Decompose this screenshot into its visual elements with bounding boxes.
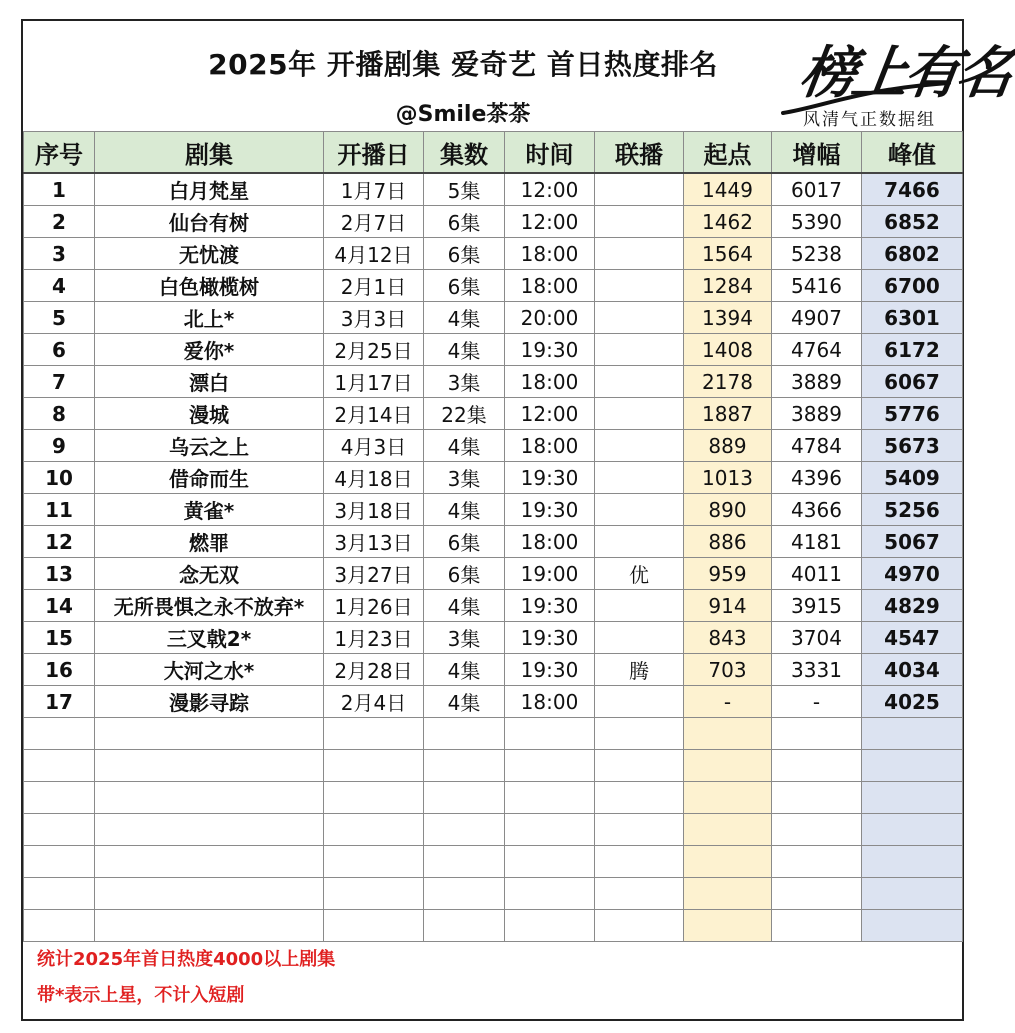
cell-increase: 4366 — [772, 494, 862, 526]
author-handle: @Smile茶茶 — [395, 102, 531, 127]
cell-time: 19:30 — [505, 334, 595, 366]
cell-increase: 3915 — [772, 590, 862, 622]
cell-time: 12:00 — [505, 206, 595, 238]
cell-peak: 5776 — [862, 398, 963, 430]
empty-cell — [24, 750, 95, 782]
cell-show: 北上* — [95, 302, 324, 334]
empty-cell — [772, 878, 862, 910]
cell-peak: 4025 — [862, 686, 963, 718]
cell-no: 13 — [24, 558, 95, 590]
cell-no: 8 — [24, 398, 95, 430]
cell-show: 黄雀* — [95, 494, 324, 526]
cell-simulcast: 腾 — [595, 654, 684, 686]
cell-start: 1394 — [684, 302, 772, 334]
empty-cell — [684, 814, 772, 846]
cell-start-date: 1月17日 — [324, 366, 424, 398]
cell-simulcast — [595, 366, 684, 398]
cell-start: - — [684, 686, 772, 718]
empty-table-row — [24, 846, 963, 878]
cell-start-date: 4月12日 — [324, 238, 424, 270]
cell-episodes: 4集 — [424, 494, 505, 526]
brand-logo — [781, 29, 1014, 137]
empty-cell — [595, 910, 684, 942]
empty-cell — [505, 878, 595, 910]
table-row — [24, 462, 963, 494]
cell-time: 18:00 — [505, 526, 595, 558]
cell-no: 5 — [24, 302, 95, 334]
cell-increase: 4784 — [772, 430, 862, 462]
logo-subtitle: 风清气正数据组 — [803, 110, 936, 130]
cell-increase: 3704 — [772, 622, 862, 654]
table-row — [24, 173, 963, 206]
cell-show: 借命而生 — [95, 462, 324, 494]
cell-episodes: 6集 — [424, 526, 505, 558]
cell-episodes: 4集 — [424, 302, 505, 334]
table-row — [24, 494, 963, 526]
empty-cell — [684, 750, 772, 782]
empty-cell — [684, 782, 772, 814]
table-row — [24, 686, 963, 718]
table-row — [24, 590, 963, 622]
empty-cell — [424, 878, 505, 910]
empty-table-row — [24, 814, 963, 846]
column-header-episodes: 集数 — [424, 132, 505, 174]
cell-start-date: 3月3日 — [324, 302, 424, 334]
table-row — [24, 558, 963, 590]
empty-cell — [324, 814, 424, 846]
empty-cell — [505, 846, 595, 878]
empty-cell — [24, 782, 95, 814]
cell-peak: 4829 — [862, 590, 963, 622]
column-header-simulcast: 联播 — [595, 132, 684, 174]
empty-cell — [324, 782, 424, 814]
cell-start-date: 3月27日 — [324, 558, 424, 590]
cell-simulcast — [595, 238, 684, 270]
footnotes — [37, 947, 335, 1019]
empty-table-row — [24, 782, 963, 814]
empty-cell — [505, 910, 595, 942]
ranking-sheet — [21, 19, 1014, 1021]
cell-time: 19:30 — [505, 494, 595, 526]
cell-start-date: 4月18日 — [324, 462, 424, 494]
cell-start-date: 2月28日 — [324, 654, 424, 686]
table-header-row — [24, 132, 963, 174]
column-header-peak: 峰值 — [862, 132, 963, 174]
empty-cell — [24, 814, 95, 846]
cell-no: 1 — [24, 173, 95, 206]
empty-cell — [772, 846, 862, 878]
cell-peak: 6700 — [862, 270, 963, 302]
cell-increase: 5390 — [772, 206, 862, 238]
empty-cell — [424, 750, 505, 782]
table-body — [24, 173, 963, 942]
cell-no: 12 — [24, 526, 95, 558]
column-header-time: 时间 — [505, 132, 595, 174]
cell-increase: 3331 — [772, 654, 862, 686]
cell-time: 20:00 — [505, 302, 595, 334]
cell-time: 19:30 — [505, 462, 595, 494]
column-header-increase: 增幅 — [772, 132, 862, 174]
cell-no: 7 — [24, 366, 95, 398]
footnote-star-meaning: 带*表示上星，不计入短剧 — [37, 985, 245, 1006]
cell-simulcast — [595, 270, 684, 302]
empty-cell — [95, 814, 324, 846]
cell-increase: 4396 — [772, 462, 862, 494]
empty-cell — [595, 782, 684, 814]
cell-time: 18:00 — [505, 270, 595, 302]
empty-cell — [324, 718, 424, 750]
empty-cell — [772, 814, 862, 846]
cell-start-date: 2月7日 — [324, 206, 424, 238]
cell-simulcast — [595, 590, 684, 622]
table-row — [24, 270, 963, 302]
cell-show: 漂白 — [95, 366, 324, 398]
cell-episodes: 4集 — [424, 430, 505, 462]
column-header-start-date: 开播日 — [324, 132, 424, 174]
empty-cell — [684, 878, 772, 910]
cell-start-date: 2月1日 — [324, 270, 424, 302]
cell-simulcast — [595, 526, 684, 558]
cell-episodes: 6集 — [424, 206, 505, 238]
cell-show: 三叉戟2* — [95, 622, 324, 654]
empty-cell — [595, 814, 684, 846]
cell-episodes: 3集 — [424, 366, 505, 398]
cell-episodes: 3集 — [424, 622, 505, 654]
cell-simulcast — [595, 622, 684, 654]
empty-cell — [862, 750, 963, 782]
cell-increase: 5238 — [772, 238, 862, 270]
cell-start-date: 4月3日 — [324, 430, 424, 462]
empty-cell — [684, 846, 772, 878]
cell-start-date: 1月26日 — [324, 590, 424, 622]
empty-cell — [772, 750, 862, 782]
cell-time: 18:00 — [505, 686, 595, 718]
empty-cell — [95, 846, 324, 878]
cell-start-date: 3月13日 — [324, 526, 424, 558]
cell-start: 2178 — [684, 366, 772, 398]
cell-show: 爱你* — [95, 334, 324, 366]
cell-time: 12:00 — [505, 173, 595, 206]
cell-start: 914 — [684, 590, 772, 622]
cell-no: 9 — [24, 430, 95, 462]
cell-time: 19:00 — [505, 558, 595, 590]
cell-peak: 6802 — [862, 238, 963, 270]
cell-peak: 5067 — [862, 526, 963, 558]
cell-start-date: 3月18日 — [324, 494, 424, 526]
cell-simulcast — [595, 334, 684, 366]
cell-start: 1013 — [684, 462, 772, 494]
cell-peak: 5673 — [862, 430, 963, 462]
cell-no: 6 — [24, 334, 95, 366]
empty-cell — [862, 718, 963, 750]
cell-peak: 6852 — [862, 206, 963, 238]
cell-episodes: 6集 — [424, 558, 505, 590]
empty-cell — [95, 718, 324, 750]
cell-show: 无所畏惧之永不放弃* — [95, 590, 324, 622]
empty-cell — [324, 750, 424, 782]
cell-start-date: 2月25日 — [324, 334, 424, 366]
cell-increase: - — [772, 686, 862, 718]
cell-simulcast — [595, 398, 684, 430]
cell-simulcast — [595, 494, 684, 526]
cell-start: 889 — [684, 430, 772, 462]
table-row — [24, 526, 963, 558]
cell-increase: 3889 — [772, 366, 862, 398]
cell-show: 大河之水* — [95, 654, 324, 686]
cell-no: 2 — [24, 206, 95, 238]
cell-simulcast — [595, 686, 684, 718]
empty-cell — [684, 910, 772, 942]
empty-cell — [505, 718, 595, 750]
empty-cell — [684, 718, 772, 750]
empty-cell — [324, 846, 424, 878]
cell-episodes: 3集 — [424, 462, 505, 494]
empty-cell — [424, 910, 505, 942]
cell-increase: 4181 — [772, 526, 862, 558]
cell-start: 959 — [684, 558, 772, 590]
cell-time: 19:30 — [505, 654, 595, 686]
table-row — [24, 302, 963, 334]
table-row — [24, 622, 963, 654]
empty-table-row — [24, 878, 963, 910]
cell-start: 703 — [684, 654, 772, 686]
cell-time: 18:00 — [505, 238, 595, 270]
cell-time: 12:00 — [505, 398, 595, 430]
empty-cell — [24, 718, 95, 750]
empty-cell — [772, 782, 862, 814]
empty-cell — [862, 814, 963, 846]
empty-cell — [595, 750, 684, 782]
cell-time: 19:30 — [505, 622, 595, 654]
empty-cell — [95, 782, 324, 814]
empty-cell — [595, 718, 684, 750]
cell-start-date: 2月4日 — [324, 686, 424, 718]
cell-peak: 4547 — [862, 622, 963, 654]
empty-cell — [24, 846, 95, 878]
cell-start-date: 2月14日 — [324, 398, 424, 430]
empty-cell — [595, 878, 684, 910]
cell-peak: 4970 — [862, 558, 963, 590]
cell-show: 白月梵星 — [95, 173, 324, 206]
table-row — [24, 430, 963, 462]
empty-cell — [24, 910, 95, 942]
ranking-table — [23, 131, 963, 942]
cell-show: 念无双 — [95, 558, 324, 590]
cell-start-date: 1月7日 — [324, 173, 424, 206]
cell-simulcast: 优 — [595, 558, 684, 590]
sheet-title: 2025年 开播剧集 爱奇艺 首日热度排名 — [208, 48, 718, 81]
cell-episodes: 5集 — [424, 173, 505, 206]
empty-cell — [24, 878, 95, 910]
cell-simulcast — [595, 430, 684, 462]
footnote-threshold: 统计2025年首日热度4000以上剧集 — [37, 949, 336, 970]
empty-cell — [505, 782, 595, 814]
column-header-no: 序号 — [24, 132, 95, 174]
empty-cell — [424, 846, 505, 878]
cell-show: 燃罪 — [95, 526, 324, 558]
cell-peak: 5409 — [862, 462, 963, 494]
empty-cell — [862, 878, 963, 910]
empty-cell — [424, 814, 505, 846]
table-row — [24, 334, 963, 366]
cell-show: 仙台有树 — [95, 206, 324, 238]
cell-increase: 4907 — [772, 302, 862, 334]
cell-increase: 6017 — [772, 173, 862, 206]
cell-start: 890 — [684, 494, 772, 526]
cell-episodes: 4集 — [424, 590, 505, 622]
empty-table-row — [24, 910, 963, 942]
empty-cell — [95, 878, 324, 910]
cell-time: 19:30 — [505, 590, 595, 622]
cell-time: 18:00 — [505, 366, 595, 398]
table-row — [24, 206, 963, 238]
cell-episodes: 22集 — [424, 398, 505, 430]
empty-cell — [505, 814, 595, 846]
table-row — [24, 398, 963, 430]
cell-start: 886 — [684, 526, 772, 558]
cell-simulcast — [595, 206, 684, 238]
empty-cell — [772, 910, 862, 942]
empty-table-row — [24, 718, 963, 750]
table-row — [24, 238, 963, 270]
cell-no: 16 — [24, 654, 95, 686]
cell-no: 4 — [24, 270, 95, 302]
cell-peak: 6301 — [862, 302, 963, 334]
empty-cell — [424, 782, 505, 814]
table-row — [24, 654, 963, 686]
empty-cell — [324, 878, 424, 910]
cell-no: 15 — [24, 622, 95, 654]
cell-peak: 7466 — [862, 173, 963, 206]
cell-peak: 4034 — [862, 654, 963, 686]
cell-no: 10 — [24, 462, 95, 494]
cell-no: 17 — [24, 686, 95, 718]
empty-cell — [862, 846, 963, 878]
cell-increase: 4764 — [772, 334, 862, 366]
cell-increase: 5416 — [772, 270, 862, 302]
cell-show: 乌云之上 — [95, 430, 324, 462]
cell-episodes: 4集 — [424, 334, 505, 366]
empty-cell — [324, 910, 424, 942]
cell-start: 1284 — [684, 270, 772, 302]
cell-episodes: 4集 — [424, 654, 505, 686]
cell-no: 14 — [24, 590, 95, 622]
empty-cell — [862, 782, 963, 814]
empty-cell — [595, 846, 684, 878]
empty-table-row — [24, 750, 963, 782]
empty-cell — [862, 910, 963, 942]
cell-time: 18:00 — [505, 430, 595, 462]
cell-start: 1462 — [684, 206, 772, 238]
cell-show: 白色橄榄树 — [95, 270, 324, 302]
empty-cell — [95, 750, 324, 782]
cell-simulcast — [595, 302, 684, 334]
cell-episodes: 6集 — [424, 238, 505, 270]
column-header-start: 起点 — [684, 132, 772, 174]
cell-peak: 5256 — [862, 494, 963, 526]
cell-peak: 6172 — [862, 334, 963, 366]
cell-episodes: 4集 — [424, 686, 505, 718]
empty-cell — [95, 910, 324, 942]
cell-increase: 3889 — [772, 398, 862, 430]
cell-start: 1449 — [684, 173, 772, 206]
logo-script-text: 榜上有名 — [795, 40, 1014, 106]
cell-show: 漫城 — [95, 398, 324, 430]
cell-peak: 6067 — [862, 366, 963, 398]
cell-no: 11 — [24, 494, 95, 526]
cell-show: 无忧渡 — [95, 238, 324, 270]
cell-start: 1887 — [684, 398, 772, 430]
cell-increase: 4011 — [772, 558, 862, 590]
cell-show: 漫影寻踪 — [95, 686, 324, 718]
table-row — [24, 366, 963, 398]
empty-cell — [505, 750, 595, 782]
cell-start-date: 1月23日 — [324, 622, 424, 654]
column-header-show: 剧集 — [95, 132, 324, 174]
empty-cell — [424, 718, 505, 750]
cell-simulcast — [595, 173, 684, 206]
cell-episodes: 6集 — [424, 270, 505, 302]
cell-start: 1564 — [684, 238, 772, 270]
cell-start: 1408 — [684, 334, 772, 366]
cell-start: 843 — [684, 622, 772, 654]
cell-no: 3 — [24, 238, 95, 270]
empty-cell — [772, 718, 862, 750]
cell-simulcast — [595, 462, 684, 494]
